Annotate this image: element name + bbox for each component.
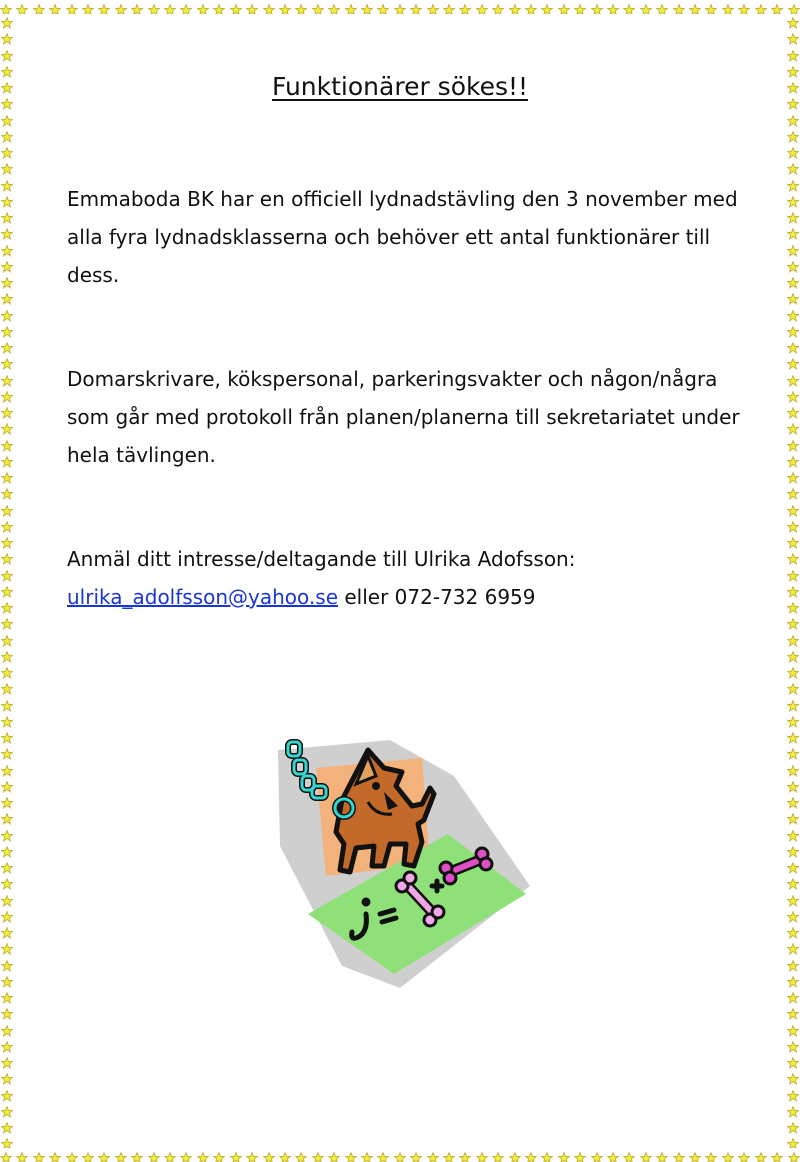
star-icon bbox=[787, 274, 799, 286]
star-icon bbox=[787, 469, 799, 481]
star-icon bbox=[1, 502, 13, 514]
star-icon bbox=[787, 1135, 799, 1147]
star-icon bbox=[1, 989, 13, 1001]
star-icon bbox=[787, 160, 799, 172]
star-icon bbox=[541, 1149, 553, 1161]
star-icon bbox=[722, 1, 734, 13]
star-icon bbox=[1, 1054, 13, 1066]
star-icon bbox=[115, 1, 127, 13]
star-icon bbox=[213, 1149, 225, 1161]
star-icon bbox=[1, 875, 13, 887]
phone-text: eller 072-732 6959 bbox=[338, 585, 536, 609]
star-border-top bbox=[0, 0, 800, 14]
star-icon bbox=[1, 778, 13, 790]
star-icon bbox=[131, 1, 143, 13]
star-icon bbox=[82, 1149, 94, 1161]
star-icon bbox=[443, 1149, 455, 1161]
star-icon bbox=[180, 1, 192, 13]
star-icon bbox=[427, 1149, 439, 1161]
star-icon bbox=[459, 1, 471, 13]
star-icon bbox=[771, 1, 783, 13]
star-icon bbox=[541, 1, 553, 13]
star-icon bbox=[787, 827, 799, 839]
star-icon bbox=[1, 518, 13, 530]
star-icon bbox=[131, 1149, 143, 1161]
page-title: Funktionärer sökes!! bbox=[271, 72, 529, 101]
star-icon bbox=[148, 1, 160, 13]
star-icon bbox=[443, 1, 455, 13]
star-icon bbox=[427, 1, 439, 13]
star-border-bottom bbox=[0, 1148, 800, 1162]
star-icon bbox=[787, 778, 799, 790]
star-icon bbox=[1, 388, 13, 400]
star-icon bbox=[787, 957, 799, 969]
star-icon bbox=[787, 615, 799, 627]
star-icon bbox=[1, 193, 13, 205]
star-icon bbox=[16, 1, 28, 13]
star-icon bbox=[1, 1087, 13, 1099]
star-icon bbox=[1, 940, 13, 952]
star-icon bbox=[787, 307, 799, 319]
star-icon bbox=[1, 355, 13, 367]
star-icon bbox=[787, 989, 799, 1001]
star-icon bbox=[788, 1149, 800, 1161]
star-icon bbox=[279, 1, 291, 13]
star-icon bbox=[558, 1149, 570, 1161]
star-icon bbox=[787, 355, 799, 367]
star-icon bbox=[787, 843, 799, 855]
dog-with-bones-clipart-icon bbox=[272, 736, 532, 988]
star-icon bbox=[607, 1, 619, 13]
star-icon bbox=[787, 502, 799, 514]
star-icon bbox=[1, 664, 13, 676]
star-icon bbox=[1, 1005, 13, 1017]
star-icon bbox=[1, 729, 13, 741]
roles-paragraph: Domarskrivare, kökspersonal, parkeringsvakter och någon/några som går med protokoll från planen/planerna till sekretariatet under hela tävlingen. bbox=[67, 367, 740, 467]
star-icon bbox=[787, 729, 799, 741]
star-icon bbox=[623, 1149, 635, 1161]
star-icon bbox=[787, 599, 799, 611]
star-icon bbox=[1, 697, 13, 709]
contact-paragraph bbox=[67, 540, 757, 616]
star-icon bbox=[1, 1022, 13, 1034]
star-icon bbox=[1, 599, 13, 611]
star-icon bbox=[787, 1005, 799, 1017]
star-icon bbox=[1, 762, 13, 774]
star-icon bbox=[1, 550, 13, 562]
star-icon bbox=[1, 160, 13, 172]
star-icon bbox=[1, 859, 13, 871]
star-icon bbox=[738, 1, 750, 13]
star-icon bbox=[1, 47, 13, 59]
star-icon bbox=[345, 1, 357, 13]
star-icon bbox=[787, 794, 799, 806]
star-icon bbox=[1, 323, 13, 335]
star-icon bbox=[66, 1, 78, 13]
star-icon bbox=[787, 697, 799, 709]
star-icon bbox=[1, 843, 13, 855]
star-icon bbox=[1, 485, 13, 497]
star-icon bbox=[1, 420, 13, 432]
star-icon bbox=[673, 1149, 685, 1161]
star-icon bbox=[49, 1149, 61, 1161]
star-icon bbox=[410, 1149, 422, 1161]
star-icon bbox=[1, 225, 13, 237]
email-link[interactable]: ulrika_adolfsson@yahoo.se bbox=[67, 585, 339, 609]
star-icon bbox=[787, 567, 799, 579]
star-icon bbox=[1, 957, 13, 969]
star-icon bbox=[82, 1, 94, 13]
star-icon bbox=[1, 274, 13, 286]
star-icon bbox=[787, 453, 799, 465]
star-icon bbox=[33, 1149, 45, 1161]
star-icon bbox=[787, 940, 799, 952]
star-icon bbox=[788, 1, 800, 13]
star-icon bbox=[673, 1, 685, 13]
star-icon bbox=[623, 1, 635, 13]
star-icon bbox=[1, 290, 13, 302]
star-icon bbox=[787, 973, 799, 985]
star-icon bbox=[787, 437, 799, 449]
star-icon bbox=[787, 372, 799, 384]
event-paragraph: Emmaboda BK har en officiell lydnadstävling den 3 november med alla fyra lydnadsklasserna och behöver ett antal funktionärer till dess. bbox=[67, 187, 738, 287]
star-icon bbox=[787, 583, 799, 595]
star-icon bbox=[787, 550, 799, 562]
star-icon bbox=[1, 1119, 13, 1131]
star-icon bbox=[1, 30, 13, 42]
star-border-left bbox=[0, 14, 14, 1148]
star-icon bbox=[1, 242, 13, 254]
star-icon bbox=[180, 1149, 192, 1161]
star-icon bbox=[787, 225, 799, 237]
star-icon bbox=[591, 1, 603, 13]
star-icon bbox=[787, 680, 799, 692]
star-icon bbox=[1, 713, 13, 725]
star-icon bbox=[1, 632, 13, 644]
star-icon bbox=[787, 323, 799, 335]
star-icon bbox=[459, 1149, 471, 1161]
star-icon bbox=[148, 1149, 160, 1161]
star-icon bbox=[787, 713, 799, 725]
star-icon bbox=[787, 1103, 799, 1115]
star-icon bbox=[98, 1, 110, 13]
star-icon bbox=[787, 875, 799, 887]
star-icon bbox=[787, 242, 799, 254]
star-icon bbox=[787, 1087, 799, 1099]
star-icon bbox=[787, 1119, 799, 1131]
star-icon bbox=[787, 177, 799, 189]
star-icon bbox=[574, 1, 586, 13]
star-icon bbox=[377, 1149, 389, 1161]
star-icon bbox=[656, 1149, 668, 1161]
star-icon bbox=[66, 1149, 78, 1161]
star-icon bbox=[738, 1149, 750, 1161]
star-icon bbox=[787, 128, 799, 140]
star-icon bbox=[0, 1149, 12, 1161]
star-icon bbox=[328, 1149, 340, 1161]
star-icon bbox=[1, 615, 13, 627]
star-icon bbox=[361, 1149, 373, 1161]
star-icon bbox=[1, 648, 13, 660]
star-icon bbox=[1, 307, 13, 319]
star-icon bbox=[1, 794, 13, 806]
star-icon bbox=[1, 258, 13, 270]
star-icon bbox=[115, 1149, 127, 1161]
star-icon bbox=[525, 1, 537, 13]
star-icon bbox=[1, 1038, 13, 1050]
star-icon bbox=[213, 1, 225, 13]
star-icon bbox=[722, 1149, 734, 1161]
star-icon bbox=[787, 892, 799, 904]
star-icon bbox=[755, 1, 767, 13]
star-icon bbox=[787, 144, 799, 156]
star-icon bbox=[787, 648, 799, 660]
star-icon bbox=[787, 1022, 799, 1034]
star-icon bbox=[1, 339, 13, 351]
star-icon bbox=[607, 1149, 619, 1161]
star-icon bbox=[1, 437, 13, 449]
star-icon bbox=[394, 1149, 406, 1161]
star-icon bbox=[787, 14, 799, 26]
star-icon bbox=[1, 810, 13, 822]
star-icon bbox=[787, 339, 799, 351]
star-icon bbox=[1, 567, 13, 579]
star-icon bbox=[164, 1149, 176, 1161]
star-icon bbox=[787, 193, 799, 205]
star-icon bbox=[787, 632, 799, 644]
star-icon bbox=[1, 1070, 13, 1082]
star-icon bbox=[787, 47, 799, 59]
star-icon bbox=[689, 1, 701, 13]
star-icon bbox=[1, 892, 13, 904]
star-border-right bbox=[786, 14, 800, 1148]
star-icon bbox=[509, 1149, 521, 1161]
star-icon bbox=[787, 762, 799, 774]
star-icon bbox=[787, 404, 799, 416]
star-icon bbox=[1, 745, 13, 757]
star-icon bbox=[787, 810, 799, 822]
star-icon bbox=[574, 1149, 586, 1161]
star-icon bbox=[591, 1149, 603, 1161]
star-icon bbox=[787, 258, 799, 270]
star-icon bbox=[279, 1149, 291, 1161]
star-icon bbox=[1, 1103, 13, 1115]
star-icon bbox=[164, 1, 176, 13]
star-icon bbox=[1, 453, 13, 465]
star-icon bbox=[1, 469, 13, 481]
star-icon bbox=[787, 30, 799, 42]
star-icon bbox=[361, 1, 373, 13]
star-icon bbox=[1, 827, 13, 839]
star-icon bbox=[787, 859, 799, 871]
star-icon bbox=[787, 924, 799, 936]
star-icon bbox=[295, 1149, 307, 1161]
star-icon bbox=[787, 290, 799, 302]
star-icon bbox=[558, 1, 570, 13]
star-icon bbox=[787, 112, 799, 124]
star-icon bbox=[787, 534, 799, 546]
star-icon bbox=[1, 404, 13, 416]
star-icon bbox=[98, 1149, 110, 1161]
star-icon bbox=[492, 1, 504, 13]
star-icon bbox=[787, 1054, 799, 1066]
star-icon bbox=[1, 680, 13, 692]
star-icon bbox=[640, 1149, 652, 1161]
star-icon bbox=[1, 583, 13, 595]
star-icon bbox=[197, 1149, 209, 1161]
star-icon bbox=[1, 14, 13, 26]
star-icon bbox=[0, 1, 12, 13]
star-icon bbox=[1, 128, 13, 140]
star-icon bbox=[689, 1149, 701, 1161]
star-icon bbox=[509, 1, 521, 13]
star-icon bbox=[33, 1, 45, 13]
star-icon bbox=[328, 1, 340, 13]
star-icon bbox=[377, 1, 389, 13]
star-icon bbox=[1, 534, 13, 546]
star-icon bbox=[312, 1, 324, 13]
star-icon bbox=[312, 1149, 324, 1161]
star-icon bbox=[755, 1149, 767, 1161]
star-icon bbox=[1, 209, 13, 221]
star-icon bbox=[656, 1, 668, 13]
star-icon bbox=[295, 1, 307, 13]
star-icon bbox=[263, 1149, 275, 1161]
star-icon bbox=[771, 1149, 783, 1161]
star-icon bbox=[1, 908, 13, 920]
star-icon bbox=[1, 973, 13, 985]
star-icon bbox=[492, 1149, 504, 1161]
star-icon bbox=[787, 908, 799, 920]
star-icon bbox=[49, 1, 61, 13]
star-icon bbox=[1, 924, 13, 936]
contact-text: Anmäl ditt intresse/deltagande till Ulrika Adofsson: bbox=[67, 547, 576, 571]
star-icon bbox=[1, 372, 13, 384]
star-icon bbox=[197, 1, 209, 13]
star-icon bbox=[1, 177, 13, 189]
star-icon bbox=[787, 388, 799, 400]
star-icon bbox=[525, 1149, 537, 1161]
star-icon bbox=[476, 1149, 488, 1161]
star-icon bbox=[787, 664, 799, 676]
star-icon bbox=[1, 144, 13, 156]
star-icon bbox=[230, 1, 242, 13]
star-icon bbox=[787, 1038, 799, 1050]
star-icon bbox=[476, 1, 488, 13]
star-icon bbox=[705, 1, 717, 13]
star-icon bbox=[787, 485, 799, 497]
star-icon bbox=[787, 420, 799, 432]
star-icon bbox=[787, 745, 799, 757]
star-icon bbox=[394, 1, 406, 13]
star-icon bbox=[263, 1, 275, 13]
star-icon bbox=[1, 1135, 13, 1147]
star-icon bbox=[787, 1070, 799, 1082]
star-icon bbox=[230, 1149, 242, 1161]
star-icon bbox=[345, 1149, 357, 1161]
star-icon bbox=[16, 1149, 28, 1161]
star-icon bbox=[787, 209, 799, 221]
star-icon bbox=[787, 518, 799, 530]
star-icon bbox=[705, 1149, 717, 1161]
star-icon bbox=[410, 1, 422, 13]
star-icon bbox=[246, 1149, 258, 1161]
star-icon bbox=[1, 112, 13, 124]
star-icon bbox=[640, 1, 652, 13]
star-icon bbox=[246, 1, 258, 13]
